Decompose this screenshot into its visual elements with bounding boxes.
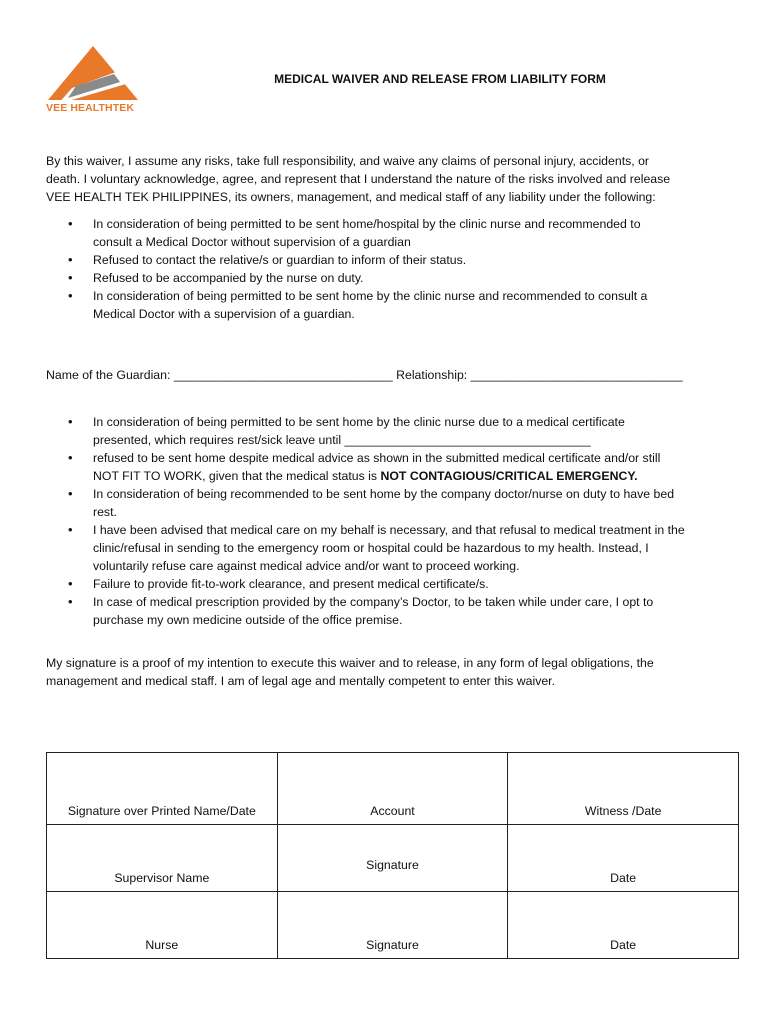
waiver-list-1 [46,215,726,323]
table-row [47,892,739,959]
signature-table [46,752,739,959]
list-item: • Failure to provide fit-to-work clearance, and present medical certificate/s. [46,575,726,593]
relationship-field[interactable]: _______________________________ [470,368,683,382]
list-item: • Refused to be accompanied by the nurse on duty. [46,269,726,287]
list-item: • In consideration of being permitted to be sent home by the clinic nurse due to a medical certificate presented, which requires rest/sick leave until ____________________________________ [46,413,726,449]
nurse-name-cell[interactable]: Nurse [47,892,278,959]
list-item: • In case of medical prescription provided by the company’s Doctor, to be taken while under care, I opt to purchase my own medicine outside of the office premise. [46,593,726,629]
closing-paragraph: My signature is a proof of my intention to execute this waiver and to release, in any form of legal obligations, the management and medical staff. I am of legal age and mentally competent to enter this waiver. [46,656,654,688]
witness-date-cell[interactable]: Witness /Date [508,753,739,825]
supervisor-date-cell[interactable]: Date [508,825,739,892]
table-row [47,753,739,825]
list-item: • refused to be sent home despite medical advice as shown in the submitted medical certificate and/or still NOT FIT TO WORK, given that the medical status is NOT CONTAGIOUS/CRITICAL EMERGENCY. [46,449,726,485]
supervisor-signature-cell[interactable]: Signature [277,825,508,892]
intro-paragraph: By this waiver, I assume any risks, take full responsibility, and waive any claims of personal injury, accidents, or death. I voluntary acknowledge, agree, and represent that I understand the nature of the risks involved and release VEE HEALTH TEK PHILIPPINES, its owners, management, and medical staff of any liability under the following: [46,154,671,204]
list-item: • In consideration of being permitted to be sent home by the clinic nurse and recommended to consult a Medical Doctor with a supervision of a guardian. [46,287,726,323]
supervisor-name-cell[interactable]: Supervisor Name [47,825,278,892]
list-item: • I have been advised that medical care on my behalf is necessary, and that refusal to medical treatment in the clinic/refusal in sending to the emergency room or hospital could be hazardous to my health. Instead, I voluntarily refuse care against medical advice and/or want to proceed working. [46,521,726,575]
nurse-date-cell[interactable]: Date [508,892,739,959]
waiver-list-2 [46,413,726,629]
signature-printed-name-cell[interactable]: Signature over Printed Name/Date [47,753,278,825]
guardian-line [46,368,683,382]
guardian-name-field[interactable]: ________________________________ [173,368,393,382]
guardian-name-label: Name of the Guardian: [46,368,171,382]
list-item: • In consideration of being permitted to be sent home/hospital by the clinic nurse and recommended to consult a Medical Doctor without supervision of a guardian [46,215,726,251]
list-item: • Refused to contact the relative/s or guardian to inform of their status. [46,251,726,269]
nurse-signature-cell[interactable]: Signature [277,892,508,959]
form-title: MEDICAL WAIVER AND RELEASE FROM LIABILITY FORM [274,72,606,86]
account-cell[interactable]: Account [277,753,508,825]
relationship-label: Relationship: [396,368,468,382]
logo-company-name: VEE HEALTHTEK [46,102,135,114]
list-item: • In consideration of being recommended to be sent home by the company doctor/nurse on duty to have bed rest. [46,485,726,521]
table-row [47,825,739,892]
